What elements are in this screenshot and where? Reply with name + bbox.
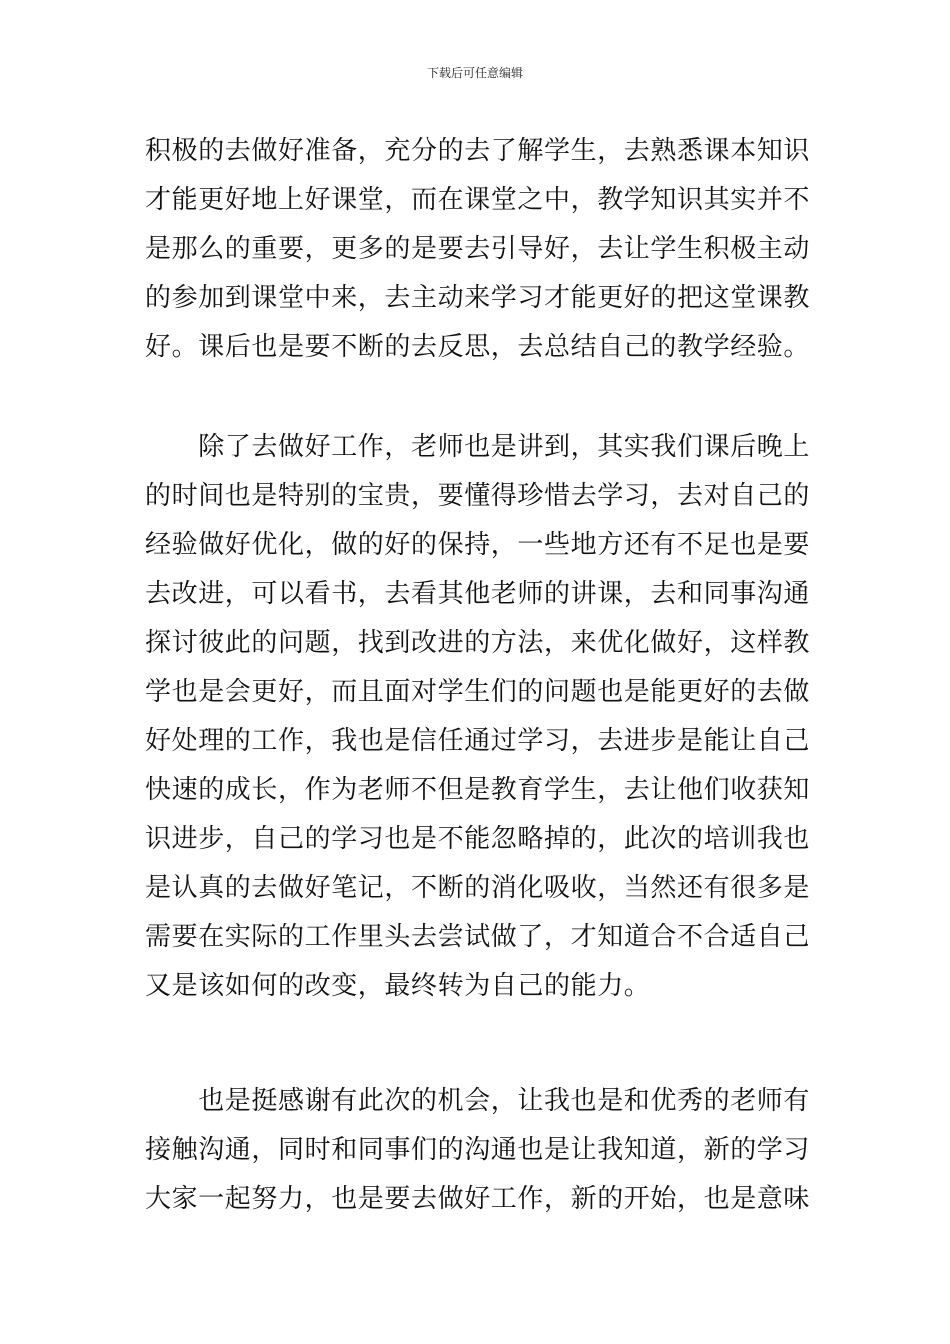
text-line: 学也是会更好，而且面对学生们的问题也是能更好的去做 [145,677,811,707]
text-line: 除了去做好工作，老师也是讲到，其实我们课后晚上 [145,432,811,462]
paragraph-2 [145,423,811,1011]
text-line: 接触沟通，同时和同事们的沟通也是让我知道，新的学习 [145,1135,811,1165]
text-line: 好。课后也是要不断的去反思，去总结自己的教学经验。 [145,332,811,362]
text-line: 需要在实际的工作里头去尝试做了，才知道合不合适自己 [145,922,811,952]
page-header-note: 下载后可任意编辑 [426,66,523,80]
text-line: 积极的去做好准备，充分的去了解学生，去熟悉课本知识 [145,136,811,166]
paragraph-3 [145,1077,811,1224]
paragraph-1 [145,127,811,372]
text-line: 好处理的工作，我也是信任通过学习，去进步是能让自己 [145,726,811,756]
text-line: 快速的成长，作为老师不但是教育学生，去让他们收获知 [145,775,811,805]
text-line: 又是该如何的改变，最终转为自己的能力。 [145,971,651,1001]
text-line: 也是挺感谢有此次的机会，让我也是和优秀的老师有 [145,1086,811,1116]
text-line: 是认真的去做好笔记，不断的消化吸收，当然还有很多是 [145,873,811,903]
text-line: 是那么的重要，更多的是要去引导好，去让学生积极主动 [145,234,811,264]
text-line: 的时间也是特别的宝贵，要懂得珍惜去学习，去对自己的 [145,481,811,511]
text-line: 的参加到课堂中来，去主动来学习才能更好的把这堂课教 [145,283,811,313]
text-line: 大家一起努力，也是要去做好工作，新的开始，也是意味 [145,1184,811,1214]
text-line: 才能更好地上好课堂，而在课堂之中，教学知识其实并不 [145,185,811,215]
text-line: 识进步，自己的学习也是不能忽略掉的，此次的培训我也 [145,824,811,854]
text-line: 经验做好优化，做的好的保持，一些地方还有不足也是要 [145,530,811,560]
text-line: 探讨彼此的问题，找到改进的方法，来优化做好，这样教 [145,628,811,658]
text-line: 去改进，可以看书，去看其他老师的讲课，去和同事沟通 [145,579,811,609]
